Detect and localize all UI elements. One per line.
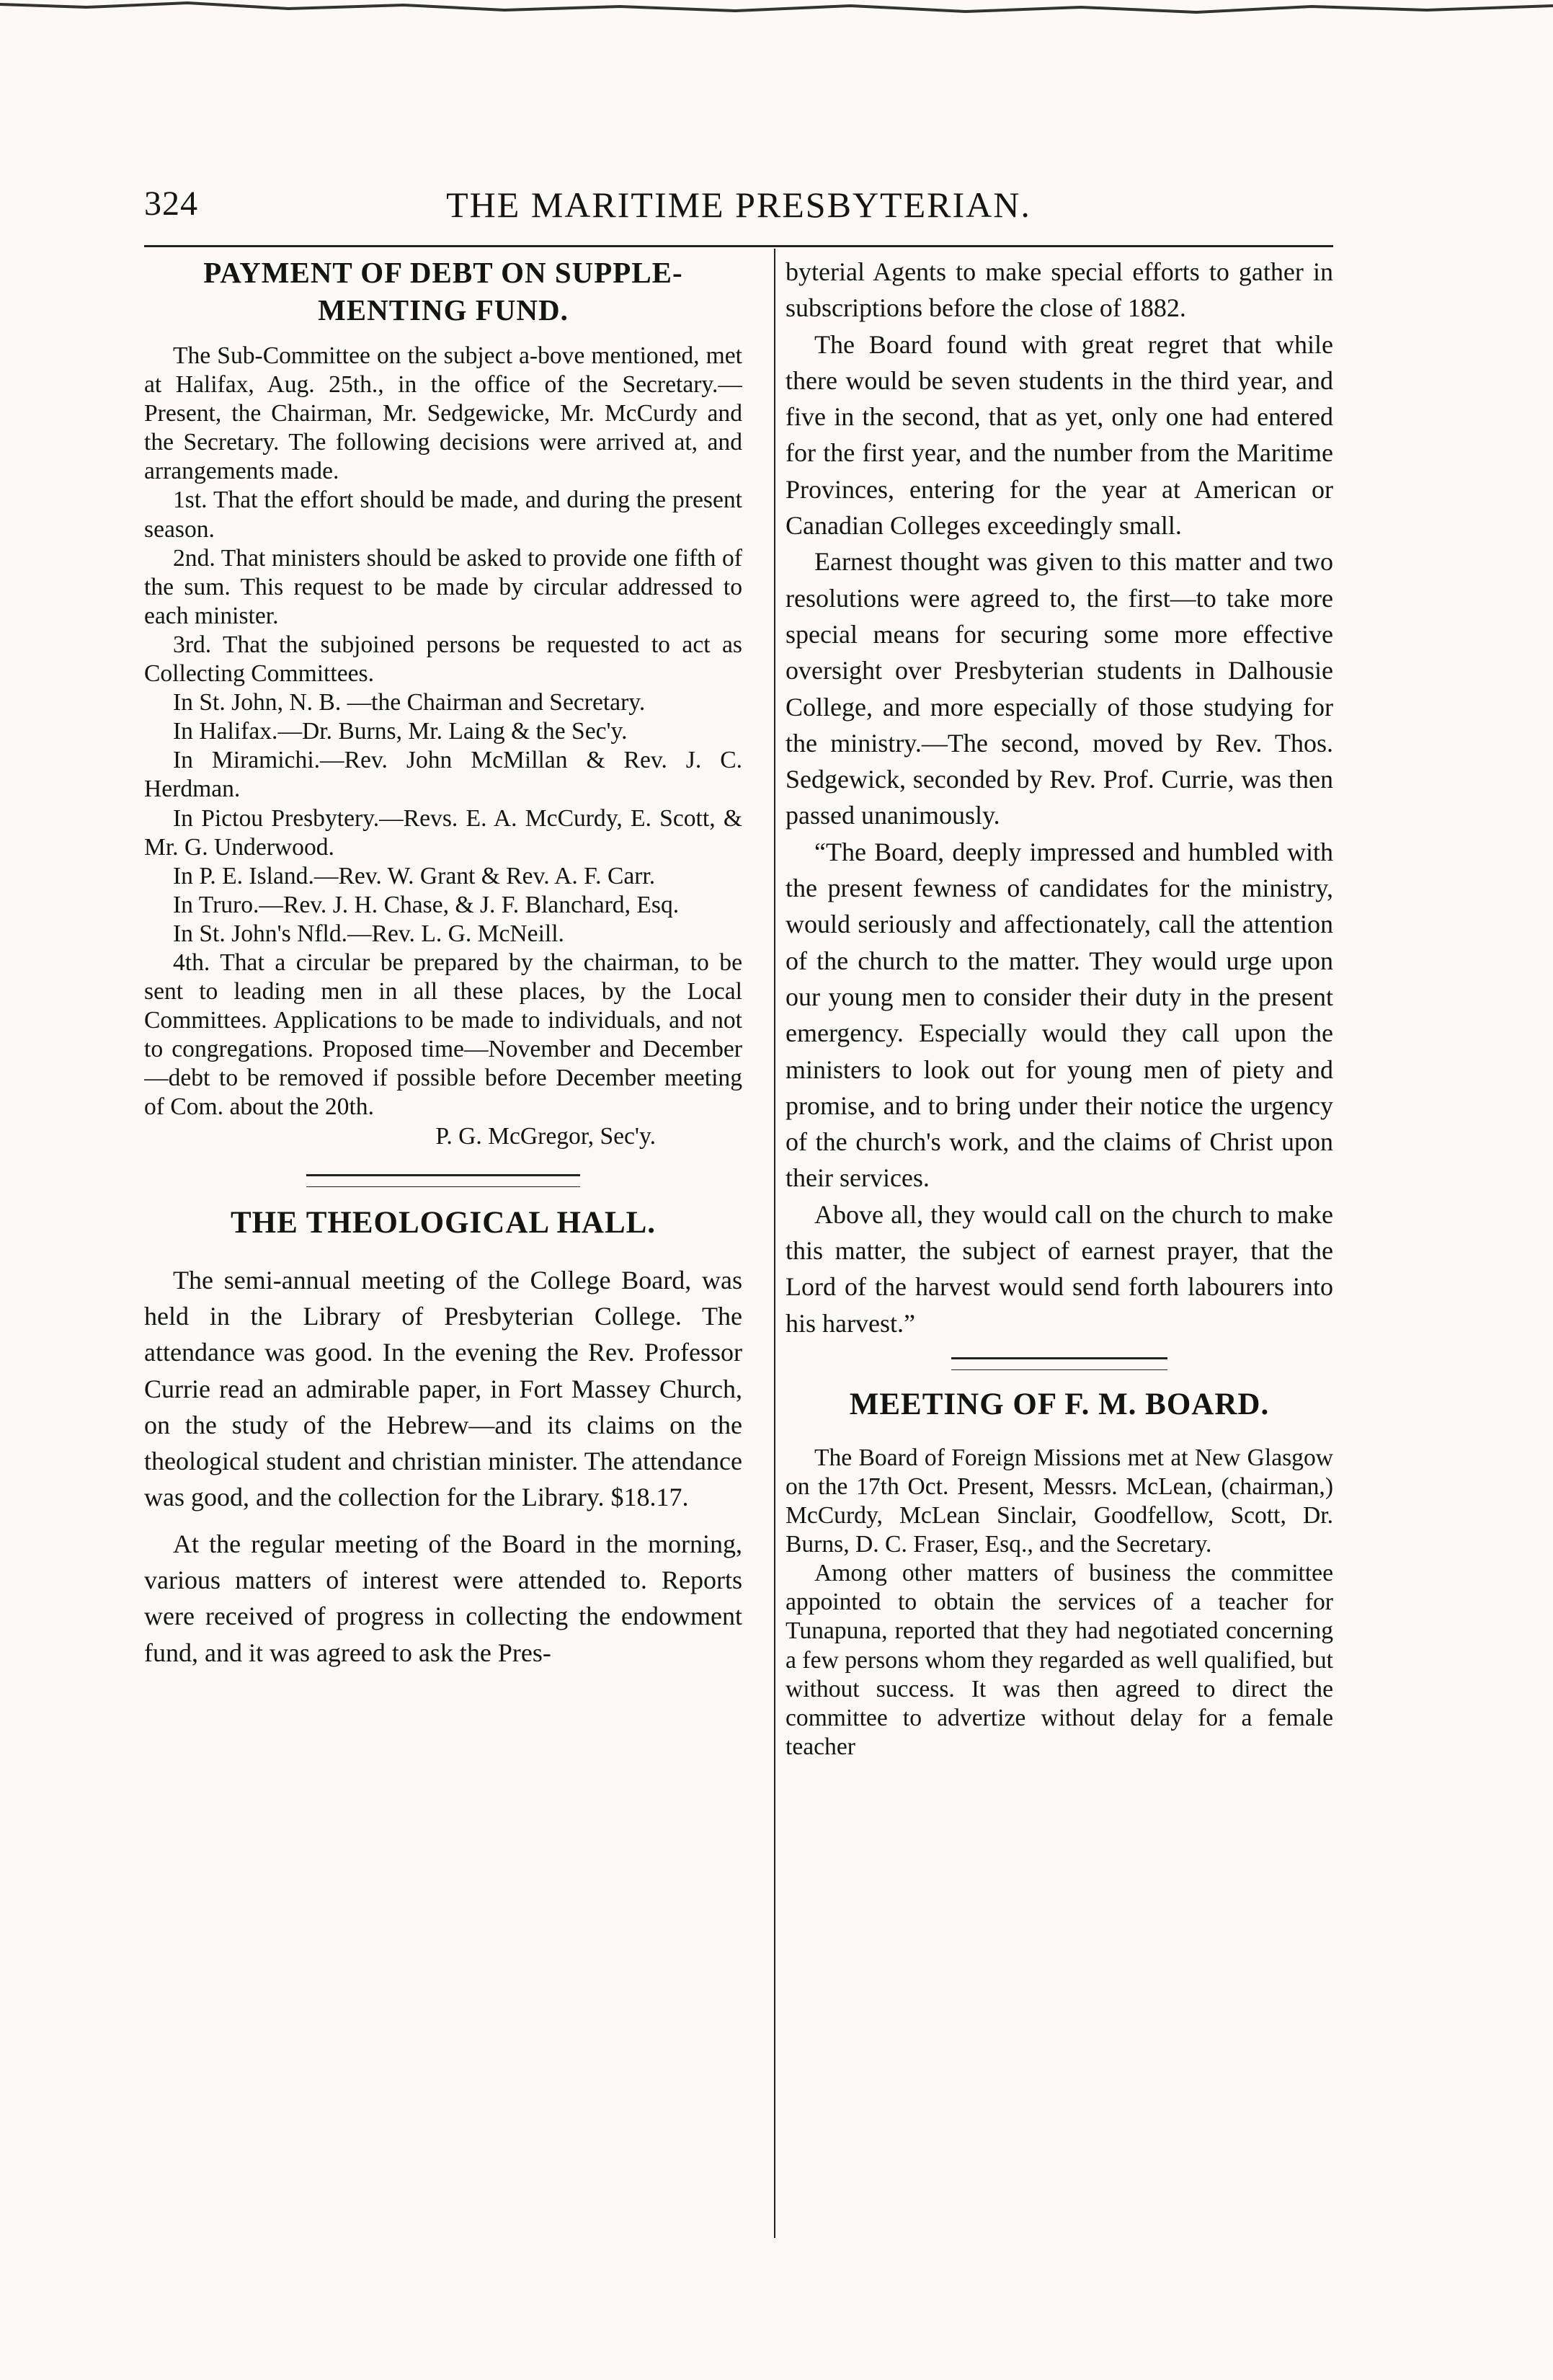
page-header <box>144 184 1333 241</box>
committee-pei: In P. E. Island.—Rev. W. Grant & Rev. A. F. Carr. <box>173 862 656 889</box>
debt-article-heading: PAYMENT OF DEBT ON SUPPLE- MENTING FUND. <box>203 256 683 327</box>
fm-board-heading: MEETING OF F. M. BOARD. <box>849 1387 1270 1421</box>
right-column <box>786 254 1333 2243</box>
debt-resolution-3: 3rd. That the subjoined persons be requested to act as Collecting Committees. <box>144 631 742 688</box>
committee-truro: In Truro.—Rev. J. H. Chase, & J. F. Blanchard, Esq. <box>173 891 680 918</box>
debt-resolution-1: 1st. That the effort should be made, and during the present season. <box>144 487 742 543</box>
header-rule <box>144 245 1333 247</box>
column-divider <box>774 249 775 2238</box>
debt-signature: P. G. McGregor, Sec'y. <box>435 1122 656 1150</box>
debt-resolution-2: 2nd. That ministers should be asked to provide one fifth of the sum. This request to be made by circular addressed to each minister. <box>144 544 742 629</box>
committee-miramichi: In Miramichi.—Rev. John McMillan & Rev. J. C. Herdman. <box>144 747 742 803</box>
page-number: 324 <box>144 185 198 223</box>
hall-continued-paragraph: The Board found with great regret that while there would be seven students in the third year, and five in the second, that as yet, only one had entered for the first year, and the number from the Maritime Provinces, entering for the year at American or Canadian Colleges exceedingly small. <box>786 329 1333 541</box>
board-resolution-quote: “The Board, deeply impressed and humbled with the present fewness of candidates for the ministry, would seriously and affectionately, call the attention of the church to the matter. They would urge upon our young men to consider their duty in the present emergency. Especially would they call upon the ministers to look out for young men of piety and promise, and to bring under their notice the urgency of the church's work, and the claims of Christ upon their services. <box>786 837 1333 1193</box>
debt-resolution-4: 4th. That a circular be prepared by the chairman, to be sent to leading men in all these places, by the Local Committees. Applications to be made to individuals, and not to congregations. Proposed time—November and December—debt to be removed if possible before December meeting of Com. about the 20th. <box>144 949 742 1121</box>
hall-continued-paragraph: Earnest thought was given to this matter and two resolutions were agreed to, the first—to take more special means for securing some more effective oversight over Presbyterian students in Dalhousie College, and more especially of those studying for the ministry.—The second, moved by Rev. Thos. Sedgewick, seconded by Rev. Prof. Currie, was then passed unanimously. <box>786 547 1333 830</box>
committee-halifax: In Halifax.—Dr. Burns, Mr. Laing & the Sec'y. <box>173 718 628 745</box>
committee-nfld: In St. John's Nfld.—Rev. L. G. McNeill. <box>173 920 564 947</box>
hall-paragraph: The semi-annual meeting of the College Board, was held in the Library of Presbyterian College. The attendance was good. In the evening the Rev. Professor Currie read an admirable paper, in Fort Massey Church, on the study of the Hebrew—and its claims on the theological student and christian minister. The attendance was good, and the collection for the Library. $18.17. <box>144 1265 742 1512</box>
debt-paragraph: The Sub-Committee on the subject a-bove mentioned, met at Halifax, Aug. 25th., in the office of the Secretary.—Present, the Chairman, Mr. Sedgewicke, Mr. McCurdy and the Secretary. The following decisions were arrived at, and arrangements made. <box>144 342 742 485</box>
board-resolution-quote: Above all, they would call on the church to make this matter, the subject of earnest prayer, that the Lord of the harvest would send forth labourers into his harvest.” <box>786 1199 1333 1338</box>
running-title: THE MARITIME PRESBYTERIAN. <box>446 185 1031 225</box>
committee-pictou: In Pictou Presbytery.—Revs. E. A. McCurdy, E. Scott, & Mr. G. Underwood. <box>144 804 742 861</box>
section-divider <box>306 1174 580 1187</box>
hall-paragraph: At the regular meeting of the Board in the morning, various matters of interest were attended to. Reports were received of progress in collecting the endowment fund, and it was agreed to ask the Pres- <box>144 1529 742 1667</box>
committee-st-john: In St. John, N. B. —the Chairman and Secretary. <box>173 689 646 716</box>
fm-board-paragraph: The Board of Foreign Missions met at New Glasgow on the 17th Oct. Present, Messrs. McLean, (chairman,) McCurdy, McLean Sinclair, Goodfellow, Scott, Dr. Burns, D. C. Fraser, Esq., and the Secretary. <box>786 1444 1333 1558</box>
theological-hall-heading: THE THEOLOGICAL HALL. <box>230 1205 657 1240</box>
section-divider <box>951 1357 1167 1370</box>
hall-continued-paragraph: byterial Agents to make special efforts to gather in subscriptions before the close of 1882. <box>786 257 1333 323</box>
left-column <box>144 254 742 2243</box>
fm-board-paragraph: Among other matters of business the committee appointed to obtain the services of a teacher for Tunapuna, reported that they had negotiated concerning a few persons whom they regarded as well qualified, but without success. It was then agreed to direct the committee to advertize without delay for a female teacher <box>786 1560 1333 1760</box>
torn-page-edge <box>0 0 1553 29</box>
